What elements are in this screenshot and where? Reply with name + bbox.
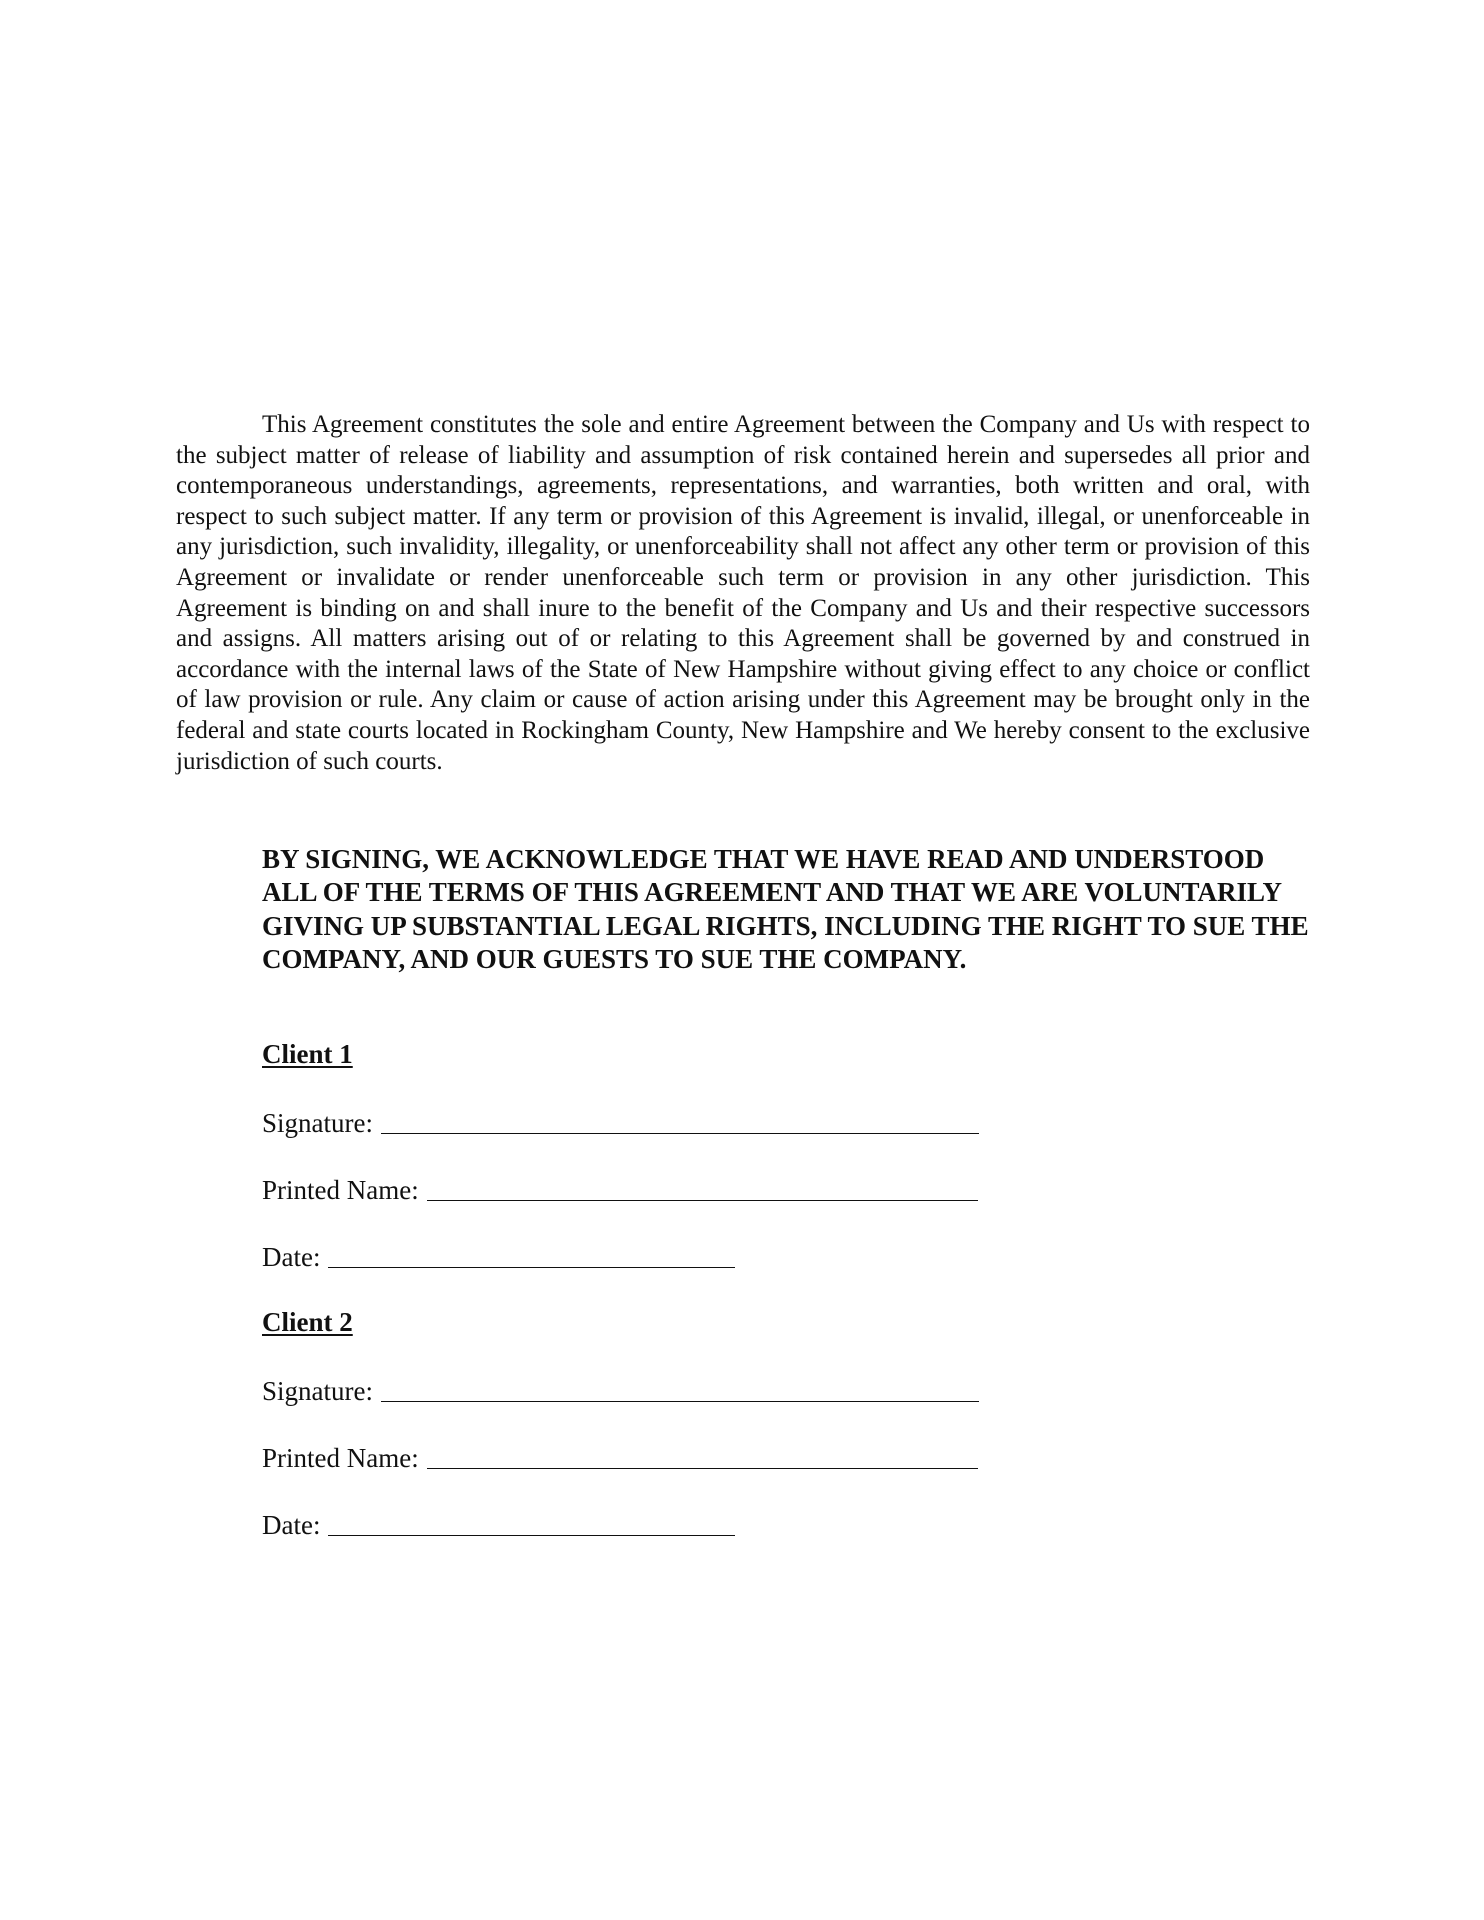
agreement-paragraph: This Agreement constitutes the sole and entire Agreement between the Company and Us with respect to the subject matter of release of liability and assumption of risk contained herein and supersedes all prior and contemporaneous understandings, agreements, representations, and warranties, both written and oral, with respect to such subject matter. If any term or provision of this Agreement is invalid, illegal, or unenforceable in any jurisdiction, such invalidity, illegality, or unenforceability shall not affect any other term or provision of this Agreement or invalidate or render unenforceable such term or provision in any other jurisdiction. This Agreement is binding on and shall inure to the benefit of the Company and Us and their respective successors and assigns. All matters arising out of or relating to this Agreement shall be governed by and construed in accordance with the internal laws of the State of New Hampshire without giving effect to any choice or conflict of law provision or rule. Any claim or cause of action arising under this Agreement may be brought only in the federal and state courts located in Rockingham County, New Hampshire and We hereby consent to the exclusive jurisdiction of such courts. <box>176 411 1310 775</box>
client-2-signature-line[interactable] <box>381 1375 979 1402</box>
client-2-printed-name-line[interactable] <box>427 1442 978 1469</box>
client-1-printed-name-line[interactable] <box>427 1174 978 1201</box>
client-1-heading: Client 1 <box>262 1039 353 1069</box>
client-1-signature-field <box>262 1105 979 1139</box>
acknowledgement-statement: BY SIGNING, WE ACKNOWLEDGE THAT WE HAVE READ AND UNDERSTOOD ALL OF THE TERMS OF THIS AGREEMENT AND THAT WE ARE VOLUNTARILY GIVING UP SUBSTANTIAL LEGAL RIGHTS, INCLUDING THE RIGHT TO SUE THE COMPANY, AND OUR GUESTS TO SUE THE COMPANY. <box>262 844 1309 975</box>
client-2-heading: Client 2 <box>262 1307 353 1337</box>
client-2-date-field <box>262 1507 735 1541</box>
signature-label: Signature: <box>262 1376 373 1406</box>
printed-name-label: Printed Name: <box>262 1175 419 1205</box>
client-1-date-field <box>262 1239 735 1273</box>
date-label: Date: <box>262 1510 321 1540</box>
printed-name-label: Printed Name: <box>262 1443 419 1473</box>
client-1-printed-name-field <box>262 1172 978 1206</box>
client-2-date-line[interactable] <box>328 1509 735 1536</box>
client-1-date-line[interactable] <box>328 1241 735 1268</box>
client-2-signature-field <box>262 1373 979 1407</box>
client-2-printed-name-field <box>262 1440 978 1474</box>
signature-label: Signature: <box>262 1108 373 1138</box>
date-label: Date: <box>262 1242 321 1272</box>
client-1-signature-line[interactable] <box>381 1107 979 1134</box>
